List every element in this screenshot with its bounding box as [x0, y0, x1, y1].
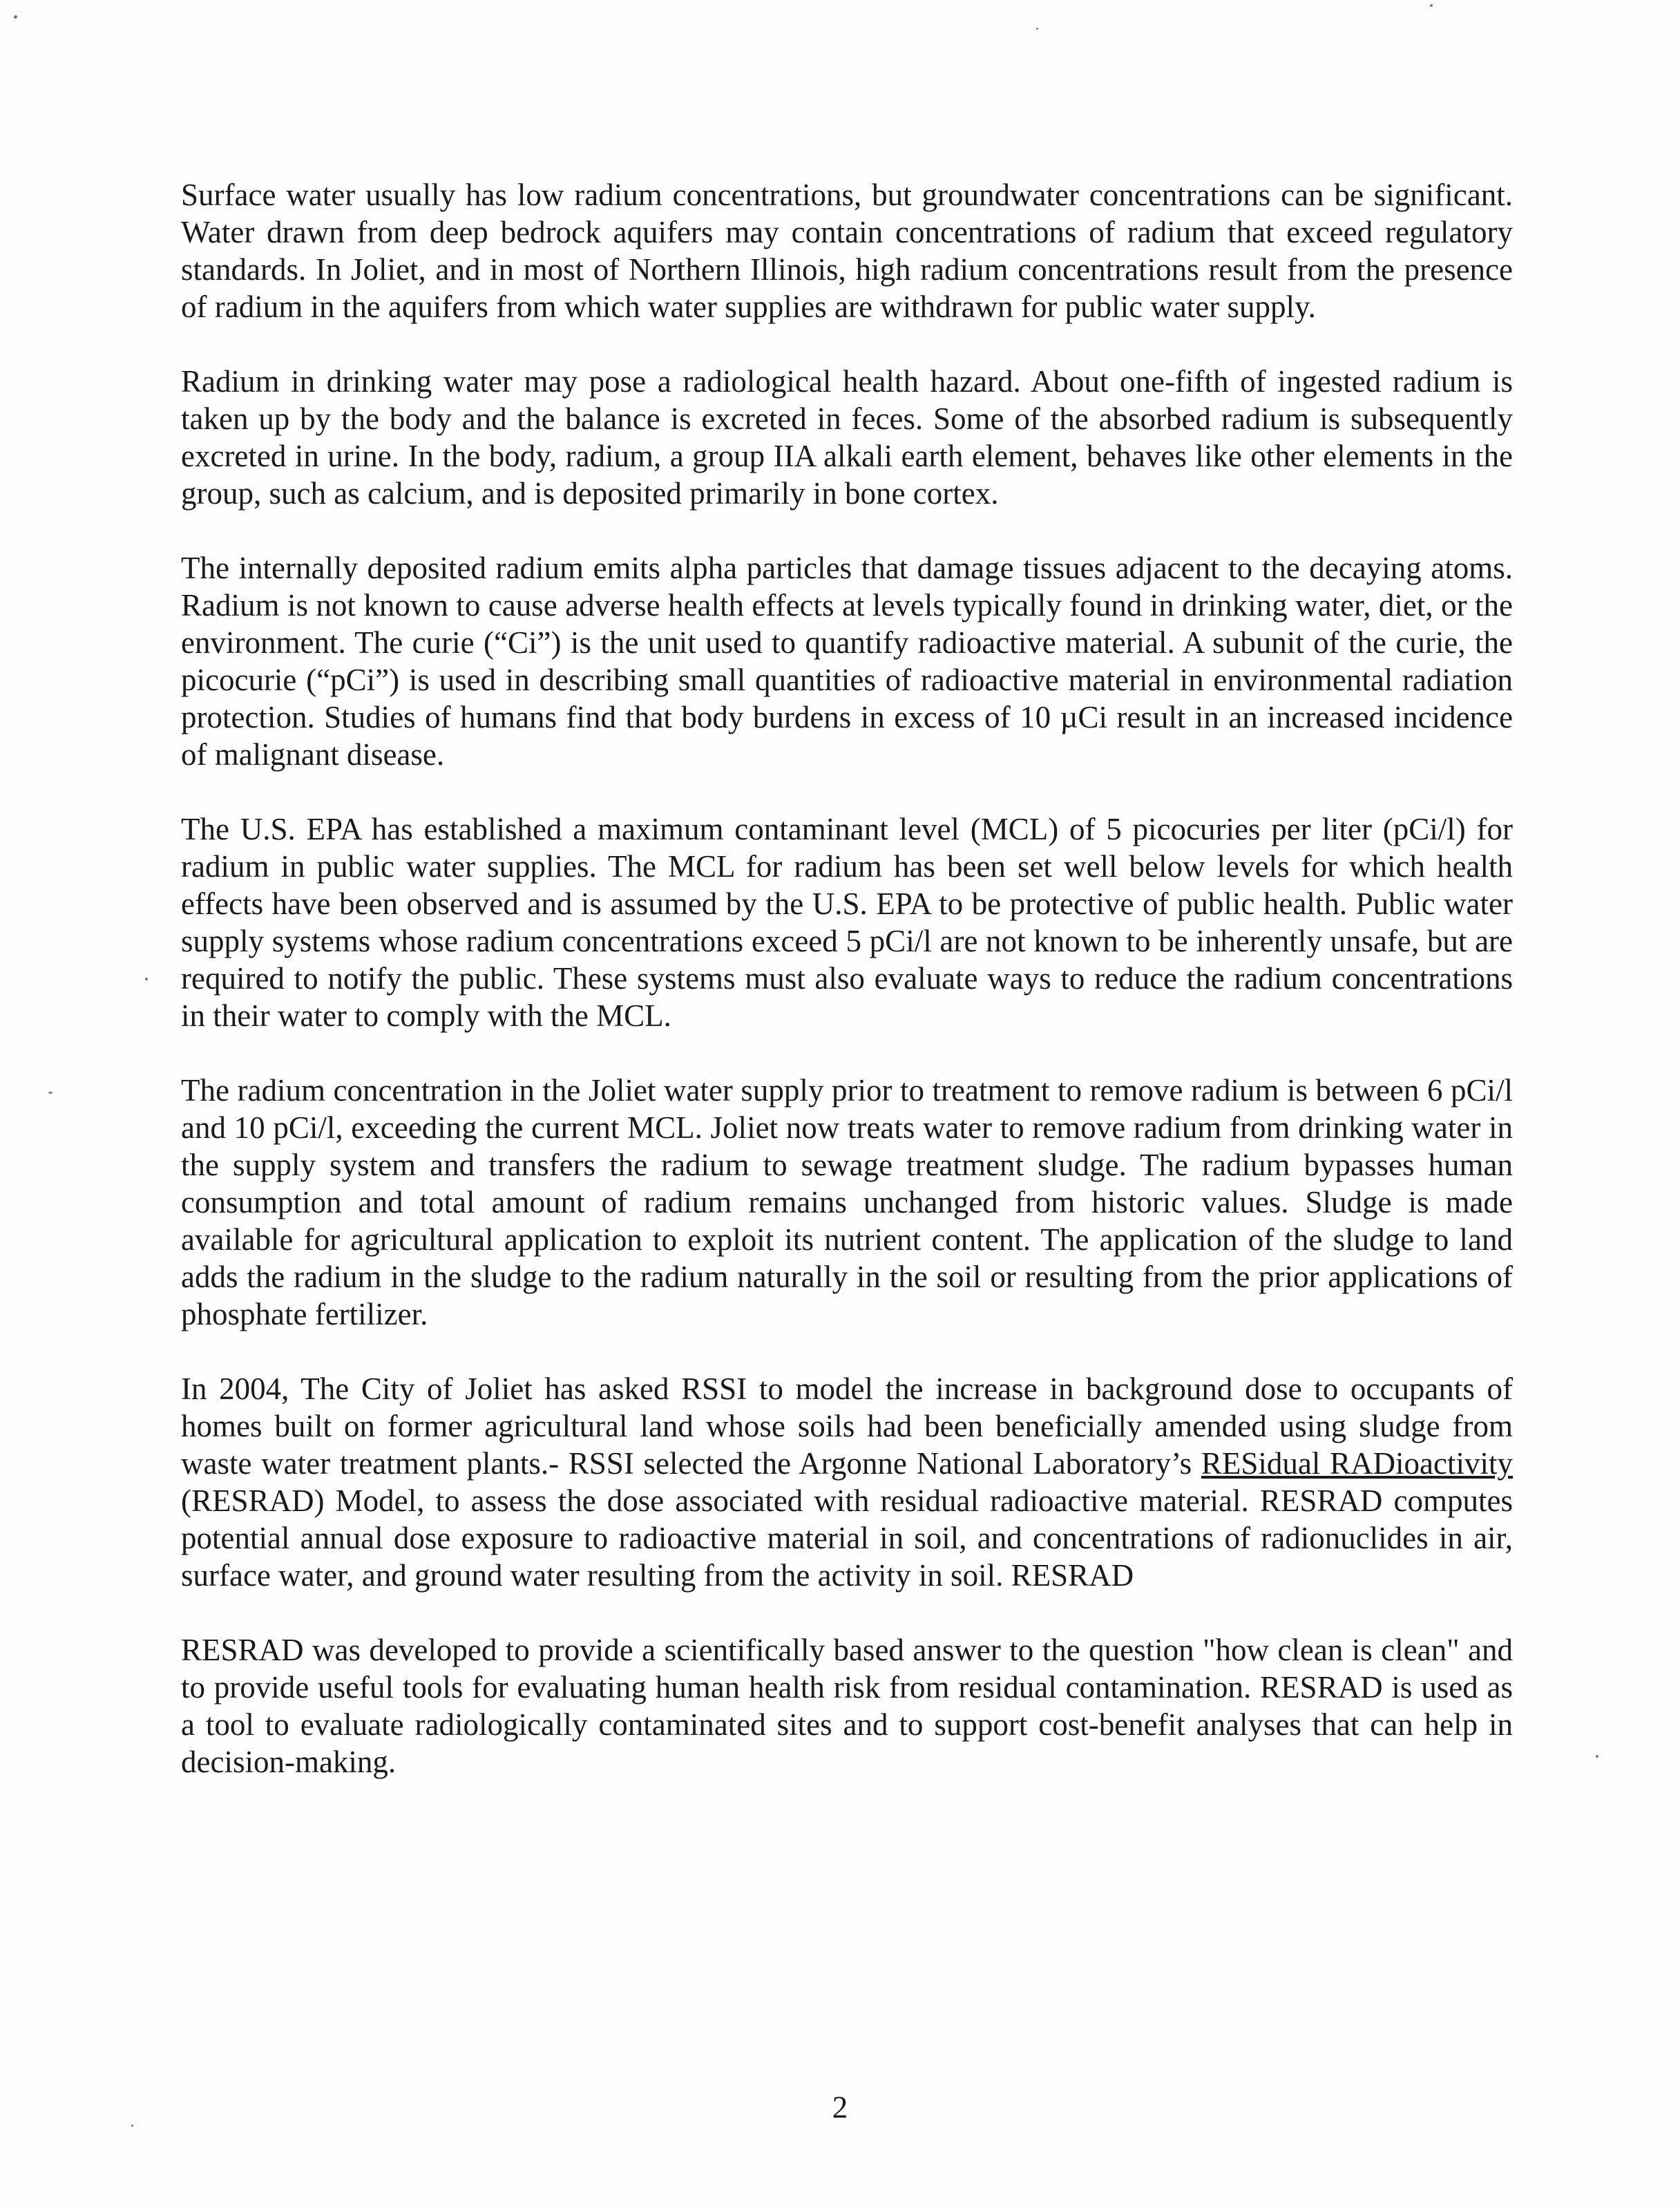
- resrad-text-before: In 2004, The City of Joliet has asked RSSI to model the increase in background dose to occupants of homes built on former agricultural land whose soils had been beneficially amended using sludge from waste water treatment plants.- RSSI selected the Argonne National Laboratory’s: [181, 1372, 1513, 1481]
- scan-speck: [1036, 28, 1038, 30]
- scan-speck: [1430, 4, 1433, 7]
- document-body: [181, 176, 1513, 1818]
- paragraph-epa-mcl: The U.S. EPA has established a maximum contaminant level (MCL) of 5 picocuries per liter (pCi/l) for radium in public water supplies. The MCL for radium has been set well below levels for which health effects have been observed and is assumed by the U.S. EPA to be protective of public health. Public water supply systems whose radium concentrations exceed 5 pCi/l are not known to be inherently unsafe, but are required to notify the public. These systems must also evaluate ways to reduce the radium concentrations in their water to comply with the MCL.: [181, 812, 1513, 1033]
- paragraph-resrad-model: [181, 1370, 1513, 1594]
- paragraph-joliet-treatment: The radium concentration in the Joliet water supply prior to treatment to remove radium is between 6 pCi/l and 10 pCi/l, exceeding the current MCL. Joliet now treats water to remove radium from drinking water in the supply system and transfers the radium to sewage treatment sludge. The radium bypasses human consumption and total amount of radium remains unchanged from historic values. Sludge is made available for agricultural application to exploit its nutrient content. The application of the sludge to land adds the radium in the sludge to the radium naturally in the soil or resulting from the prior applications of phosphate fertilizer.: [181, 1073, 1513, 1331]
- page-number: 2: [832, 2090, 848, 2125]
- scan-speck: [14, 15, 17, 19]
- scan-speck: [1596, 1755, 1598, 1758]
- paragraph-alpha-particles: The internally deposited radium emits alpha particles that damage tissues adjacent to the decaying atoms. Radium is not known to cause adverse health effects at levels typically found in drinking water, diet, or the environment. The curie (“Ci”) is the unit used to quantify radioactive material. A subunit of the curie, the picocurie (“pCi”) is used in describing small quantities of radioactive material in environmental radiation protection. Studies of humans find that body burdens in excess of 10 µCi result in an increased incidence of malignant disease.: [181, 551, 1513, 772]
- resrad-text-after: (RESRAD) Model, to assess the dose associated with residual radioactive material. RESRAD computes potential annual dose exposure to radioactive material in soil, and concentrations of radionuclides in air, surface water, and ground water resulting from the activity in soil. RESRAD: [181, 1483, 1513, 1593]
- paragraph-resrad-purpose: RESRAD was developed to provide a scientifically based answer to the question "how clean is clean" and to provide useful tools for evaluating human health risk from residual contamination. RESRAD is used as a tool to evaluate radiologically contaminated sites and to support cost-benefit analyses that can help in decision-making.: [181, 1633, 1513, 1779]
- scan-speck: [48, 1092, 52, 1094]
- resrad-underlined-term: RESidual RADioactivity: [1201, 1446, 1513, 1481]
- paragraph-radium-health-hazard: Radium in drinking water may pose a radiological health hazard. About one-fifth of ingested radium is taken up by the body and the balance is excreted in feces. Some of the absorbed radium is subsequently excreted in urine. In the body, radium, a group IIA alkali earth element, behaves like other elements in the group, such as calcium, and is deposited primarily in bone cortex.: [181, 364, 1513, 511]
- scan-speck: [145, 978, 148, 980]
- paragraph-radium-groundwater: Surface water usually has low radium concentrations, but groundwater concentrations can be significant. Water drawn from deep bedrock aquifers may contain concentrations of radium that exceed regulatory standards. In Joliet, and in most of Northern Illinois, high radium concentrations result from the presence of radium in the aquifers from which water supplies are withdrawn for public water supply.: [181, 178, 1513, 324]
